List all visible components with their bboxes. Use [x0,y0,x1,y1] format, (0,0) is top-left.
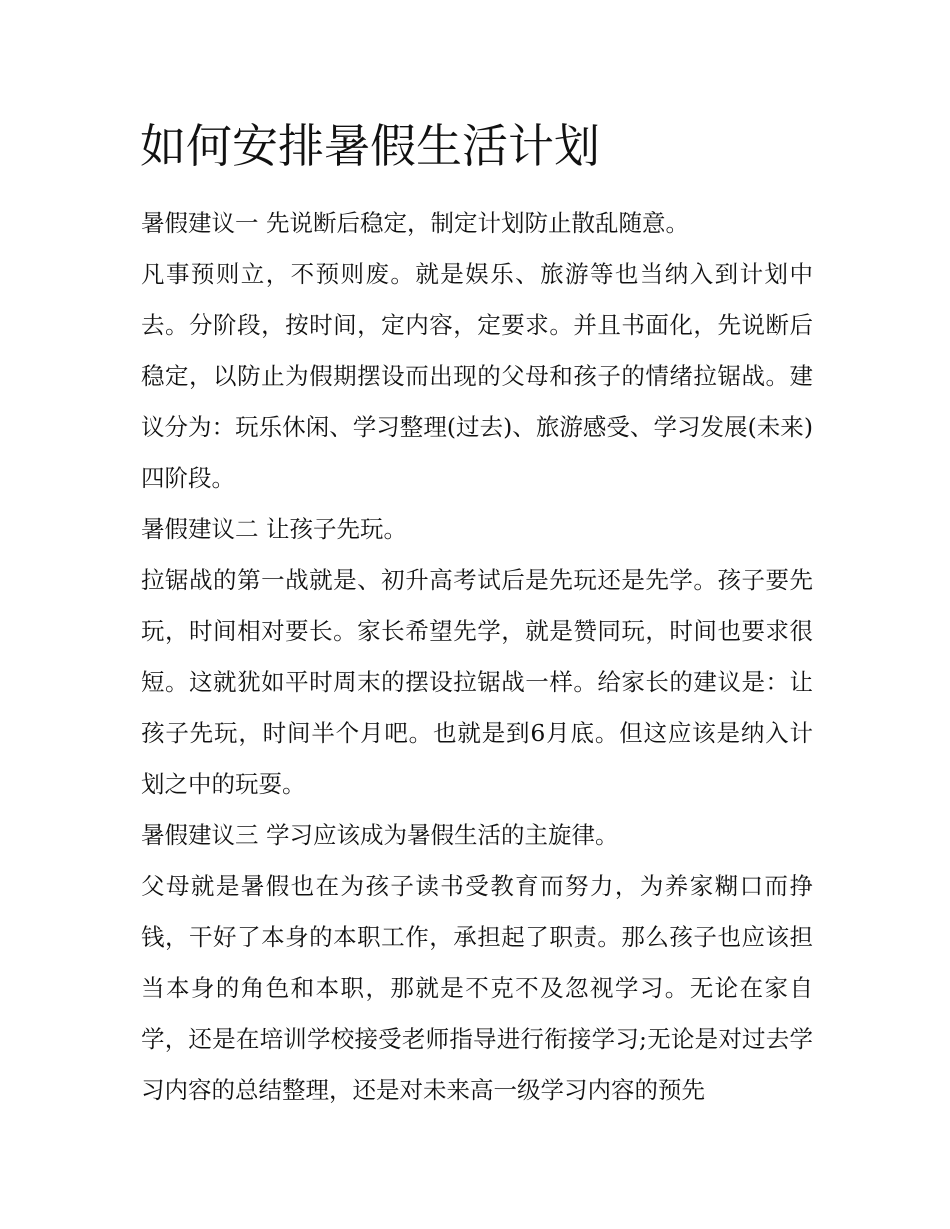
paragraph-suggestion-2-body: 拉锯战的第一战就是、初升高考试后是先玩还是先学。孩子要先玩，时间相对要长。家长希望先学，就是赞同玩，时间也要求很短。这就犹如平时周末的摆设拉锯战一样。给家长的建议是：让孩子先玩，时间半个月吧。也就是到6月底。但这应该是纳入计划之中的玩耍。 [141,566,813,798]
paragraph-suggestion-1-heading: 暑假建议一 先说断后稳定，制定计划防止散乱随意。 [141,209,689,237]
paragraph-suggestion-1-body: 凡事预则立，不预则废。就是娱乐、旅游等也当纳入到计划中去。分阶段，按时间，定内容，定要求。并且书面化，先说断后稳定，以防止为假期摆设而出现的父母和孩子的情绪拉锯战。建议分为：玩乐休闲、学习整理(过去)、旅游感受、学习发展(未来)四阶段。 [141,260,813,492]
paragraph-suggestion-2-heading: 暑假建议二 让孩子先玩。 [141,515,407,543]
paragraph-suggestion-3-body: 父母就是暑假也在为孩子读书受教育而努力，为养家糊口而挣钱，干好了本身的本职工作，承担起了职责。那么孩子也应该担当本身的角色和本职，那就是不克不及忽视学习。无论在家自学，还是在培训学校接受老师指导进行衔接学习;无论是对过去学习内容的总结整理，还是对未来高一级学习内容的预先 [141,872,813,1104]
paragraph-suggestion-3-heading: 暑假建议三 学习应该成为暑假生活的主旋律。 [141,821,619,849]
document-title: 如何安排暑假生活计划 [140,119,600,173]
document-body [141,198,813,1116]
